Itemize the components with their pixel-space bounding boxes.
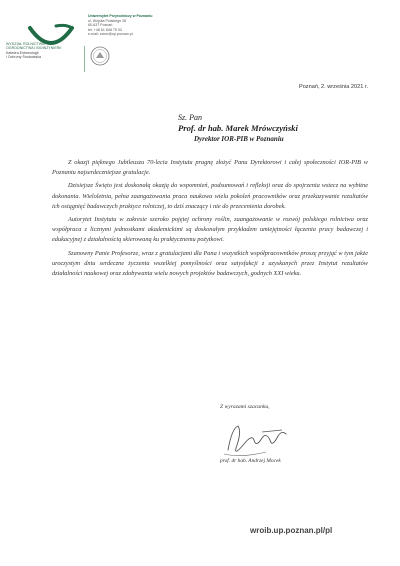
address-line-1: ul. Wojska Polskiego 28: [88, 18, 127, 23]
department-crest-icon: [90, 46, 110, 66]
university-name: Uniwersytet Przyrodniczy w Poznaniu: [88, 14, 153, 18]
letter-body: [52, 158, 368, 282]
university-contact: [88, 14, 178, 37]
paragraph-2: Dzisiejsze Święto jest doskonałą okazją do wspomnień, podsumowań i refleksji oraz do spojrzenia wstecz na wybitne dokonania. Wieloletnia, pełna zaangażowania praca naukowa wielu pokoleń pracowników oraz przekazywanie rezultatów ich osiągnięć badawczych praktyce rolniczej, to dziś znaczący i nie do przecenienia dorobek.: [52, 182, 368, 210]
addressee-block: [178, 112, 378, 145]
paragraph-4: Szanowny Panie Profesorze, wraz z gratulacjami dla Pana i wszystkich współpracowników proszę przyjąć w tym jakże uroczystym dniu serdeczne życzenia wszelkiej pomyślności oraz satysfakcji z uzyskanych przez Instytut rezultatów działalności naukowej oraz zdobywania wielu nowych projektów badawczych, godnych XXI wieku.: [52, 249, 368, 278]
address-line-2: 60-637 Poznań: [88, 23, 113, 28]
closing-phrase: Z wyrazami szacunku,: [220, 404, 270, 410]
chair-line-1: Katedra Entomologii: [6, 50, 39, 55]
addressee-title: Dyrektor IOR-PIB w Poznaniu: [194, 135, 284, 143]
faculty-name: [6, 42, 96, 60]
signer-name: prof. dr hab. Andrzej Mocek: [220, 458, 281, 464]
addressee-name: Prof. dr hab. Marek Mrówczyński: [178, 123, 298, 133]
footer-url-link[interactable]: wroib.up.poznan.pl/pl: [250, 526, 333, 535]
phone: tel. +48 61 848 75 93: [88, 27, 122, 32]
faculty-line-2: OGRODNICTWA I BIOINŻYNIERII: [6, 46, 62, 51]
letterhead-divider: [84, 46, 85, 72]
paragraph-1: Z okazji pięknego Jubileuszu 70-lecia Instytutu pragnę złożyć Panu Dyrektorowi i całej społeczności IOR-PIB w Poznaniu najserdeczniejsze gratulacje.: [52, 159, 368, 177]
faculty-line-1: WYDZIAŁ ROLNICTWA,: [6, 42, 46, 46]
handwritten-signature-icon: [222, 418, 292, 460]
letter-date: Poznań, 2. września 2021 r.: [298, 84, 368, 90]
email: e-mail: zizsrr@up.poznan.pl: [88, 32, 133, 37]
paragraph-3: Autorytet Instytutu w zakresie szeroko pojętej ochrony roślin, zaangażowanie w rozwój polskiego rolnictwa oraz współpraca z licznymi jednostkami akademickimi są doskonałym przykładem umiejętności łączenia pracy badawczej i edukacyjnej z działalnością skierowaną ku praktycznemu pożytkowi.: [52, 216, 368, 244]
chair-line-2: i Ochrony Środowiska: [6, 55, 41, 60]
addressee-salutation: Sz. Pan: [178, 113, 202, 122]
